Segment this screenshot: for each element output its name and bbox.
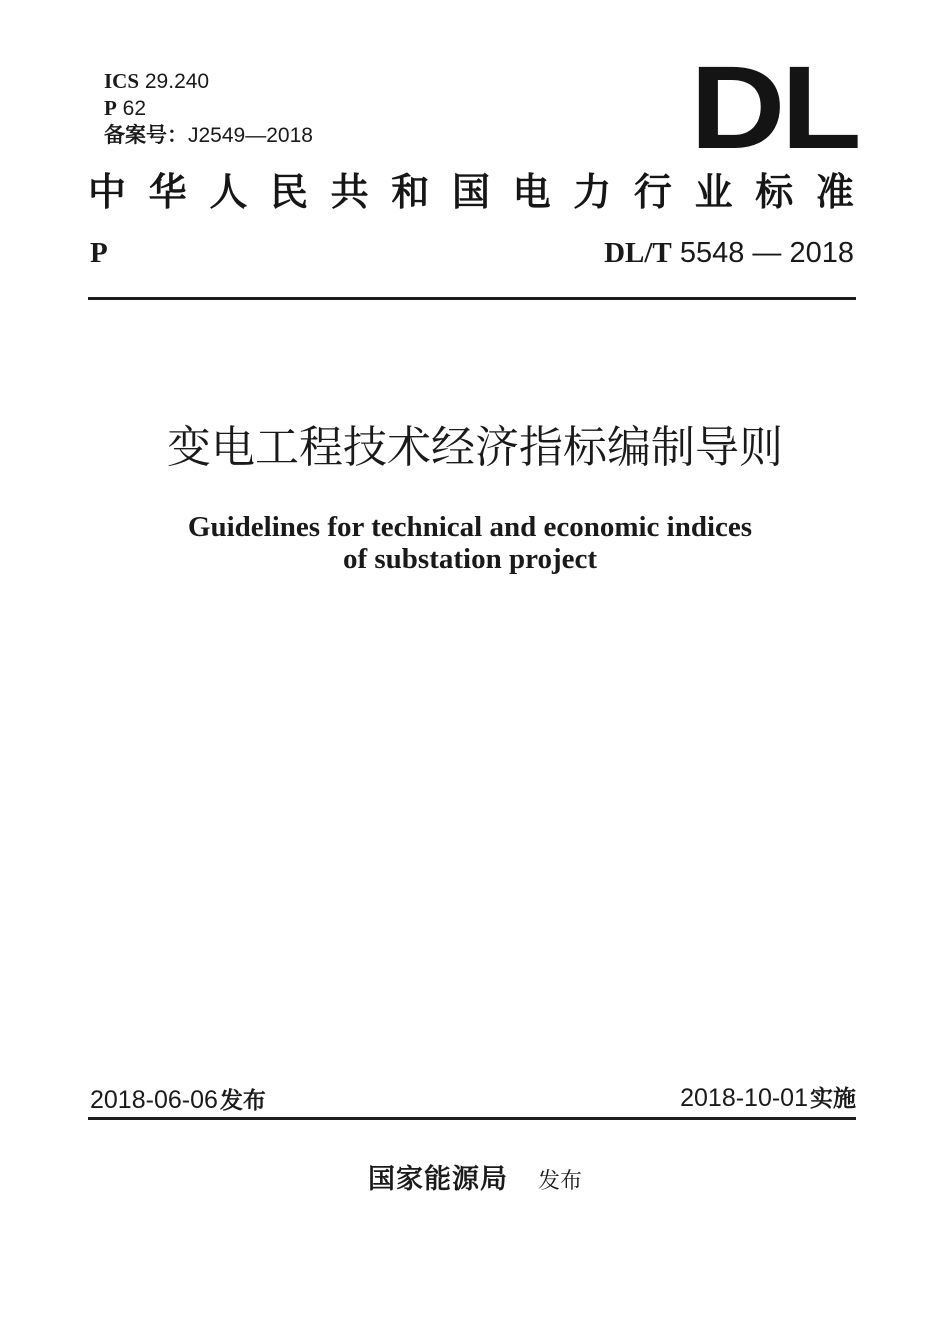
industry-title-char: 行	[633, 170, 672, 214]
industry-title-char: 业	[694, 170, 733, 214]
industry-title-char: 中	[88, 170, 127, 214]
industry-title-char: 准	[815, 170, 854, 214]
industry-title-char: 标	[755, 170, 794, 214]
industry-title-char: 人	[209, 170, 248, 214]
implement-date-block	[680, 1082, 856, 1115]
standard-class-letter: P	[90, 237, 108, 269]
publisher-organization: 国家能源局	[367, 1164, 508, 1195]
industry-title-char: 国	[451, 170, 490, 214]
industry-title-char: 华	[148, 170, 187, 214]
ics-label: ICS	[104, 69, 140, 93]
industry-title-char: 电	[512, 170, 551, 214]
industry-title-char: 民	[269, 170, 308, 214]
ics-value: 29.240	[144, 70, 210, 93]
industry-title-char: 力	[573, 170, 612, 214]
industry-standard-title	[88, 166, 854, 218]
publisher-action: 发布	[537, 1169, 582, 1194]
issue-label: 发布	[219, 1088, 266, 1114]
implement-label: 实施	[810, 1086, 856, 1112]
implement-date: 2018-10-01	[680, 1084, 808, 1112]
dl-logo: DL	[690, 42, 858, 174]
classification-line	[104, 95, 146, 122]
top-divider	[88, 297, 856, 300]
standard-number	[604, 234, 854, 272]
classification-value: 62	[122, 97, 147, 120]
issue-date: 2018-06-06	[90, 1086, 218, 1114]
industry-title-char: 共	[330, 170, 369, 214]
publisher-block	[0, 1160, 950, 1202]
standard-number-value: 5548 — 2018	[679, 237, 854, 269]
classification-label: P	[104, 96, 117, 120]
document-title-english-line1: Guidelines for technical and economic indices	[187, 511, 753, 543]
document-title-english-line2: of substation project	[342, 543, 598, 575]
record-value: J2549—2018	[188, 124, 313, 147]
issue-date-block	[90, 1084, 266, 1117]
document-title-chinese: 变电工程技术经济指标编制导则	[167, 422, 783, 473]
industry-title-char: 和	[391, 170, 430, 214]
record-label: 备案号：	[104, 123, 188, 147]
bottom-divider	[88, 1117, 856, 1120]
record-line	[104, 122, 313, 149]
ics-line	[104, 68, 209, 95]
standard-number-prefix: DL/T	[604, 237, 672, 269]
